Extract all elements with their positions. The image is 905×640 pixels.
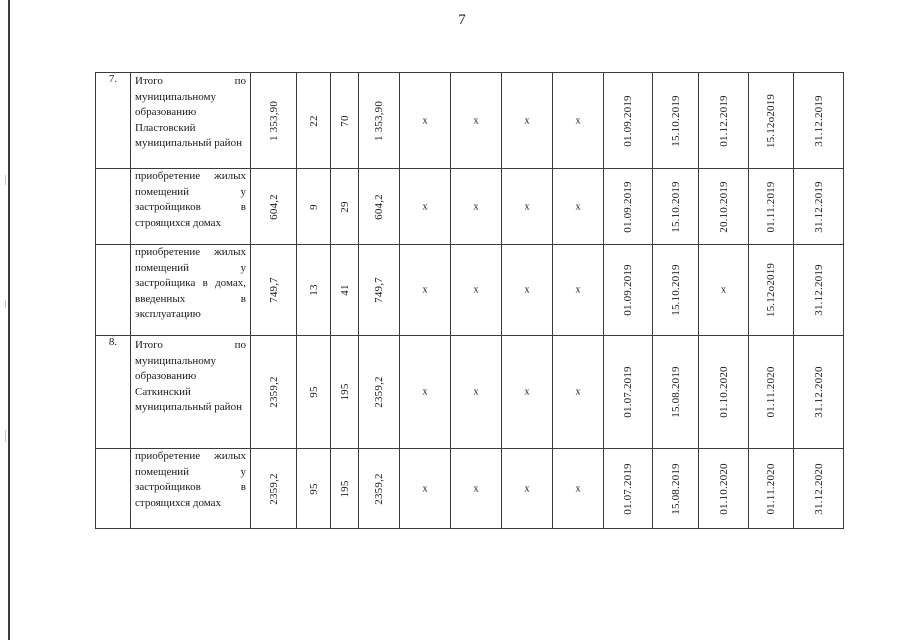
cell-area: 2359,2 <box>359 336 400 449</box>
row-description: приобретение жилых помещений у застройщика в домах, введенных в эксплуатацию <box>131 245 251 336</box>
cell-count: 13 <box>297 245 331 336</box>
row-number <box>96 245 131 336</box>
cell-count: 22 <box>297 73 331 169</box>
cell-people: 41 <box>331 245 359 336</box>
cell-date: 20.10.2019 <box>699 169 749 245</box>
cell-date: 31.12.2019 <box>794 169 844 245</box>
cell-date: 01.11.2020 <box>749 449 794 529</box>
cell-x: x <box>451 336 502 449</box>
cell-count: 95 <box>297 449 331 529</box>
row-description: Итого по муниципальному образованию Пластовский муниципальный район <box>131 73 251 169</box>
table-row <box>96 73 844 169</box>
cell-date: 15.12o2019 <box>749 245 794 336</box>
row-number: 7. <box>96 73 131 169</box>
cell-area: 604,2 <box>359 169 400 245</box>
scan-mark <box>5 175 6 185</box>
row-description: приобретение жилых помещений у застройщиков в строящихся домах <box>131 449 251 529</box>
cell-total-cost: 604,2 <box>251 169 297 245</box>
cell-date: 01.09.2019 <box>604 245 653 336</box>
cell-date: 15.10.2019 <box>653 245 699 336</box>
cell-date: 15.08.2019 <box>653 449 699 529</box>
cell-date: 15.08.2019 <box>653 336 699 449</box>
cell-date: 01.09.2019 <box>604 73 653 169</box>
cell-x: x <box>451 73 502 169</box>
row-number <box>96 169 131 245</box>
cell-people: 29 <box>331 169 359 245</box>
cell-people: 195 <box>331 336 359 449</box>
cell-x: x <box>502 449 553 529</box>
cell-x: x <box>400 73 451 169</box>
row-number: 8. <box>96 336 131 449</box>
cell-date: 01.10.2020 <box>699 336 749 449</box>
cell-date: 01.11.2019 <box>749 169 794 245</box>
row-description: приобретение жилых помещений у застройщиков в строящихся домах <box>131 169 251 245</box>
scan-mark <box>5 430 6 442</box>
cell-people: 195 <box>331 449 359 529</box>
cell-total-cost: 749,7 <box>251 245 297 336</box>
cell-date: 01.07.2019 <box>604 449 653 529</box>
cell-x: x <box>502 245 553 336</box>
cell-x: x <box>553 73 604 169</box>
cell-date: 01.07.2019 <box>604 336 653 449</box>
cell-x: x <box>451 245 502 336</box>
cell-x: x <box>400 449 451 529</box>
cell-x: x <box>553 336 604 449</box>
cell-x: x <box>553 245 604 336</box>
cell-date: 31.12.2019 <box>794 245 844 336</box>
cell-x: x <box>400 245 451 336</box>
scan-edge-line <box>8 0 10 640</box>
cell-people: 70 <box>331 73 359 169</box>
cell-x: x <box>502 169 553 245</box>
cell-x: x <box>451 449 502 529</box>
cell-date: 01.09.2019 <box>604 169 653 245</box>
schedule-table <box>95 72 844 529</box>
cell-x: x <box>699 245 749 336</box>
cell-area: 2359,2 <box>359 449 400 529</box>
cell-total-cost: 2359,2 <box>251 336 297 449</box>
cell-count: 95 <box>297 336 331 449</box>
cell-date: 31.12.2020 <box>794 449 844 529</box>
row-number <box>96 449 131 529</box>
cell-total-cost: 2359,2 <box>251 449 297 529</box>
cell-date: 15.12o2019 <box>749 73 794 169</box>
table-row <box>96 169 844 245</box>
cell-total-cost: 1 353,90 <box>251 73 297 169</box>
page-number: 7 <box>458 12 466 28</box>
table-row <box>96 245 844 336</box>
cell-date: 15.10.2019 <box>653 169 699 245</box>
cell-x: x <box>502 336 553 449</box>
cell-date: 31.12.2020 <box>794 336 844 449</box>
cell-x: x <box>451 169 502 245</box>
cell-x: x <box>400 336 451 449</box>
cell-area: 1 353,90 <box>359 73 400 169</box>
row-description: Итого по муниципальному образованию Саткинский муниципальный район <box>131 336 251 449</box>
cell-count: 9 <box>297 169 331 245</box>
scan-mark <box>5 300 6 308</box>
cell-date: 01.10.2020 <box>699 449 749 529</box>
cell-date: 01.11.2020 <box>749 336 794 449</box>
cell-x: x <box>553 169 604 245</box>
cell-x: x <box>400 169 451 245</box>
cell-date: 31.12.2019 <box>794 73 844 169</box>
cell-date: 01.12.2019 <box>699 73 749 169</box>
cell-area: 749,7 <box>359 245 400 336</box>
cell-x: x <box>553 449 604 529</box>
table-row <box>96 336 844 449</box>
cell-date: 15.10.2019 <box>653 73 699 169</box>
cell-x: x <box>502 73 553 169</box>
table-row <box>96 449 844 529</box>
